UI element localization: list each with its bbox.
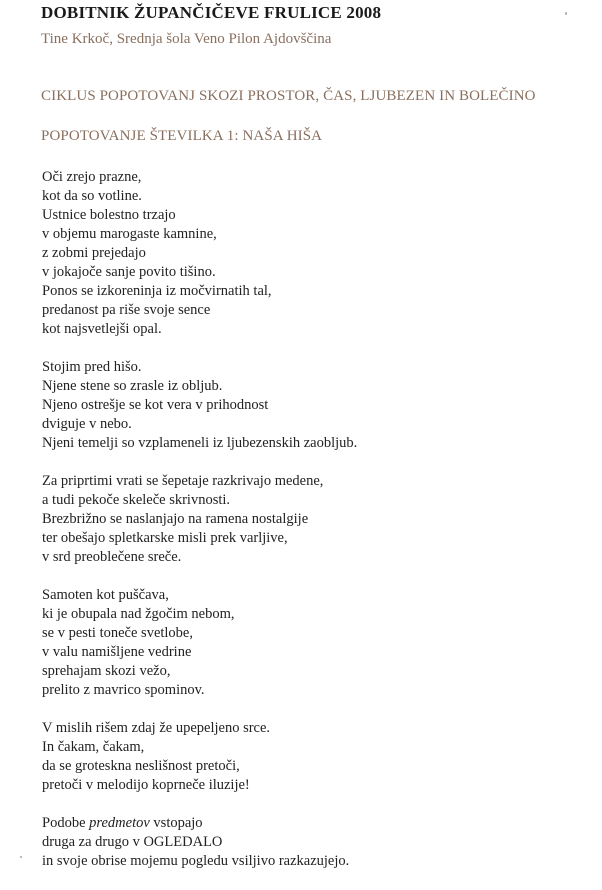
- stanza-4: [42, 586, 357, 700]
- poem-line: in svoje obrise mojemu pogledu vsiljivo razkazujejo.: [42, 853, 350, 869]
- poem-line: Stojim pred hišo.: [42, 359, 142, 375]
- poem-line: a tudi pekoče skeleče skrivnosti.: [42, 492, 231, 508]
- poem-line: druga za drugo v OGLEDALO: [42, 834, 223, 850]
- poem-line: ter obešajo spletkarske misli prek varljive,: [42, 530, 288, 546]
- stanza-6: [42, 814, 357, 871]
- stanza-2: [42, 358, 357, 453]
- poem-title: POPOTOVANJE ŠTEVILKA 1: NAŠA HIŠA: [41, 128, 323, 144]
- emphasized-word: predmetov: [89, 815, 150, 831]
- page-title: DOBITNIK ŽUPANČIČEVE FRULICE 2008: [41, 3, 382, 22]
- poem-line: prelito z mavrico spominov.: [42, 682, 205, 698]
- poem-line: V mislih rišem zdaj že upepeljeno srce.: [42, 720, 271, 736]
- poem-line: Ustnice bolestno trzajo: [42, 207, 176, 223]
- poem-line: predanost pa riše svoje sence: [42, 302, 211, 318]
- poem-line: v jokajoče sanje povito tišino.: [42, 264, 216, 280]
- poem-line: pretoči v melodijo koprneče iluzije!: [42, 777, 250, 793]
- poem-line: ki je obupala nad žgočim nebom,: [42, 606, 235, 622]
- poem-line: Njeni temelji so vzplameneli iz ljubezenskih zaobljub.: [42, 435, 358, 451]
- scan-artifact: [20, 856, 22, 858]
- poem-line: Samoten kot puščava,: [42, 587, 169, 603]
- poem-line: kot najsvetlejši opal.: [42, 321, 162, 337]
- poem-line: se v pesti toneče svetlobe,: [42, 625, 193, 641]
- poem-line: In čakam, čakam,: [42, 739, 145, 755]
- poem-line: Za priprtimi vrati se šepetaje razkrivajo medene,: [42, 473, 324, 489]
- poem-line: v valu namišljene vedrine: [42, 644, 192, 660]
- poem-line: Brezbrižno se naslanjajo na ramena nostalgije: [42, 511, 309, 527]
- poem-line: Ponos se izkoreninja iz močvirnatih tal,: [42, 283, 272, 299]
- poem-line: Njeno ostrešje se kot vera v prihodnost: [42, 397, 269, 413]
- poem-line: v objemu marogaste kamnine,: [42, 226, 217, 242]
- poem-line: v srd preoblečene sreče.: [42, 549, 182, 565]
- poem-line: kot da so votline.: [42, 188, 142, 204]
- poem-line: z zobmi prejedajo: [42, 245, 146, 261]
- cycle-title: CIKLUS POPOTOVANJ SKOZI PROSTOR, ČAS, LJUBEZEN IN BOLEČINO: [41, 88, 536, 104]
- poem-line: da se groteskna neslišnost pretoči,: [42, 758, 240, 774]
- poem-line: dviguje v nebo.: [42, 416, 132, 432]
- poem-line-italic-word: Podobe predmetov vstopajo: [42, 815, 203, 831]
- poem-body: [42, 168, 357, 890]
- stanza-3: [42, 472, 357, 567]
- stanza-5: [42, 719, 357, 795]
- poem-line: Njene stene so zrasle iz obljub.: [42, 378, 223, 394]
- author-line: Tine Krkoč, Srednja šola Veno Pilon Ajdovščina: [41, 31, 332, 47]
- stanza-1: [42, 168, 357, 339]
- scan-artifact: [565, 12, 567, 15]
- poem-line: sprehajam skozi vežo,: [42, 663, 171, 679]
- poem-line: Oči zrejo prazne,: [42, 169, 142, 185]
